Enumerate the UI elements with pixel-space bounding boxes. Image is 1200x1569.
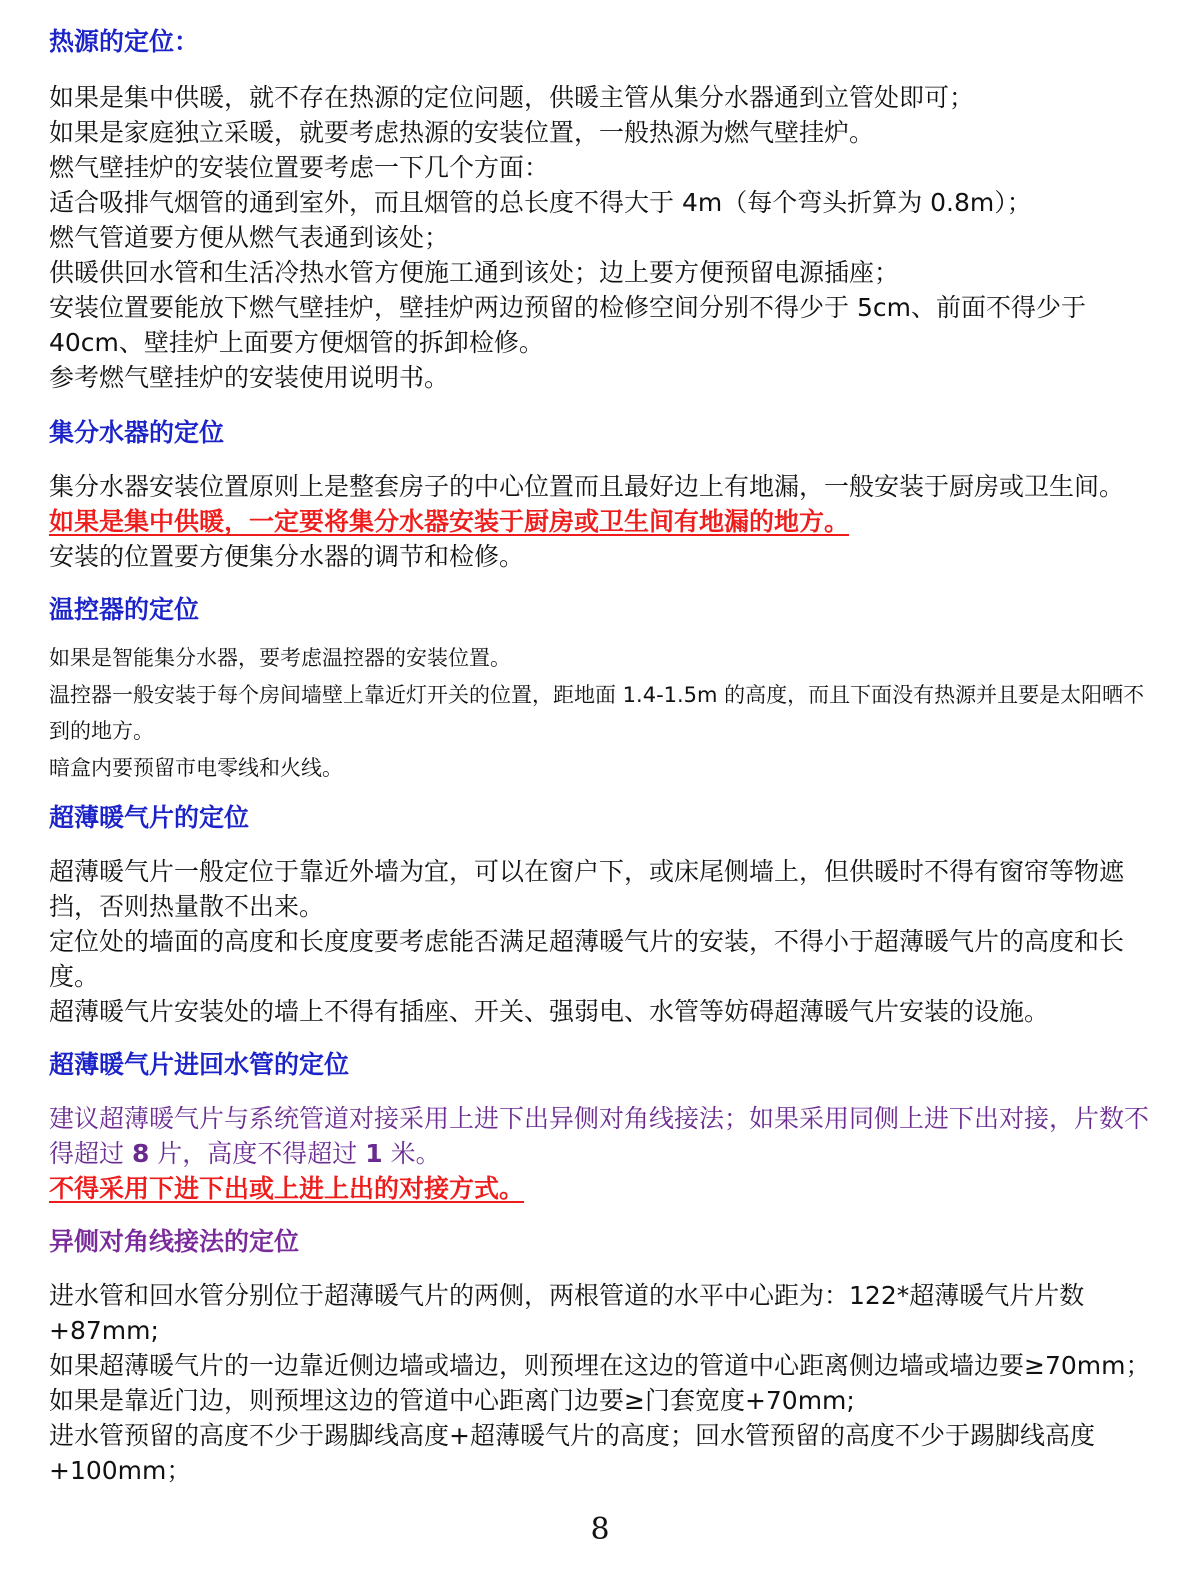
section-heading: 超薄暖气片的定位 (49, 803, 250, 832)
recommendation-mid: 片，高度不得超过 (149, 1139, 366, 1168)
recommendation-post: 米。 (382, 1139, 441, 1168)
section-heading: 超薄暖气片进回水管的定位 (49, 1050, 350, 1079)
paragraph: 适合吸排气烟管的通到室外，而且烟管的总长度不得大于 4m（每个弯头折算为 0.8m）； (49, 188, 1032, 217)
section-heat-source (49, 24, 1159, 395)
paragraph: 定位处的墙面的高度和长度度要考虑能否满足超薄暖气片的安装，不得小于超薄暖气片的高度和长度。 (49, 927, 1125, 991)
paragraph: 如果是集中供暖，就不存在热源的定位问题，供暖主管从集分水器通到立管处即可； (49, 83, 975, 112)
paragraph: 集分水器安装位置原则上是整套房子的中心位置而且最好边上有地漏，一般安装于厨房或卫生间。 (49, 472, 1125, 501)
section-heading: 温控器的定位 (49, 595, 200, 624)
paragraph: 安装位置要能放下燃气壁挂炉，壁挂炉两边预留的检修空间分别不得少于 5cm、前面不得少于 40cm、壁挂炉上面要方便烟管的拆卸检修。 (49, 293, 1086, 357)
paragraph: 燃气壁挂炉的安装位置要考虑一下几个方面： (49, 153, 550, 182)
section-radiator (49, 800, 1159, 1029)
paragraph: 供暖供回水管和生活冷热水管方便施工通到该处；边上要方便预留电源插座； (49, 258, 900, 287)
paragraph: 温控器一般安装于每个房间墙壁上靠近灯开关的位置，距地面 1.4-1.5m 的高度，而且下面没有热源并且要是太阳晒不到的地方。 (49, 682, 1145, 743)
paragraph: 超薄暖气片安装处的墙上不得有插座、开关、强弱电、水管等妨碍超薄暖气片安装的设施。 (49, 997, 1050, 1026)
document-page (49, 24, 1159, 1488)
paragraph: 超薄暖气片一般定位于靠近外墙为宜，可以在窗户下，或床尾侧墙上，但供暖时不得有窗帘等物遮挡，否则热量散不出来。 (49, 857, 1125, 921)
paragraph: 参考燃气壁挂炉的安装使用说明书。 (49, 363, 450, 392)
paragraph: 进水管和回水管分别位于超薄暖气片的两侧，两根管道的水平中心距为：122*超薄暖气片片数+87mm; (49, 1281, 1085, 1345)
recommendation-text (49, 1101, 1159, 1171)
paragraph: 如果是智能集分水器，要考虑温控器的安装位置。 (49, 646, 511, 670)
section-thermostat (49, 592, 1159, 786)
paragraph: 燃气管道要方便从燃气表通到该处； (49, 223, 450, 252)
recommendation-pre: 建议超薄暖气片与系统管道对接采用上进下出异侧对角线接法；如果采用同侧上进下出对接，片数不得超过 (49, 1104, 1150, 1168)
section-manifold (49, 415, 1159, 574)
paragraph: 安装的位置要方便集分水器的调节和检修。 (49, 542, 525, 571)
warning-text: 不得采用下进下出或上进上出的对接方式。 (49, 1174, 525, 1203)
paragraph: 进水管预留的高度不少于踢脚线高度+超薄暖气片的高度；回水管预留的高度不少于踢脚线高度+100mm； (49, 1421, 1095, 1485)
recommendation-count: 8 (131, 1139, 150, 1168)
paragraph: 暗盒内要预留市电零线和火线。 (49, 755, 343, 780)
section-radiator-pipes (49, 1047, 1159, 1206)
paragraph: 如果是家庭独立采暖，就要考虑热源的安装位置，一般热源为燃气壁挂炉。 (49, 118, 875, 147)
page-number: 8 (590, 1512, 610, 1547)
recommendation-height: 1 (365, 1139, 383, 1168)
paragraph: 如果超薄暖气片的一边靠近侧边墙或墙边，则预埋在这边的管道中心距离侧边墙或墙边要≥70mm；如果是靠近门边，则预埋这边的管道中心距离门边要≥门套宽度+70mm; (49, 1351, 1151, 1415)
section-diagonal-connection (49, 1224, 1159, 1488)
section-heading: 热源的定位： (49, 27, 200, 56)
section-heading: 异侧对角线接法的定位 (49, 1227, 300, 1256)
section-heading: 集分水器的定位 (49, 418, 225, 447)
warning-text: 如果是集中供暖，一定要将集分水器安装于厨房或卫生间有地漏的地方。 (49, 507, 850, 536)
